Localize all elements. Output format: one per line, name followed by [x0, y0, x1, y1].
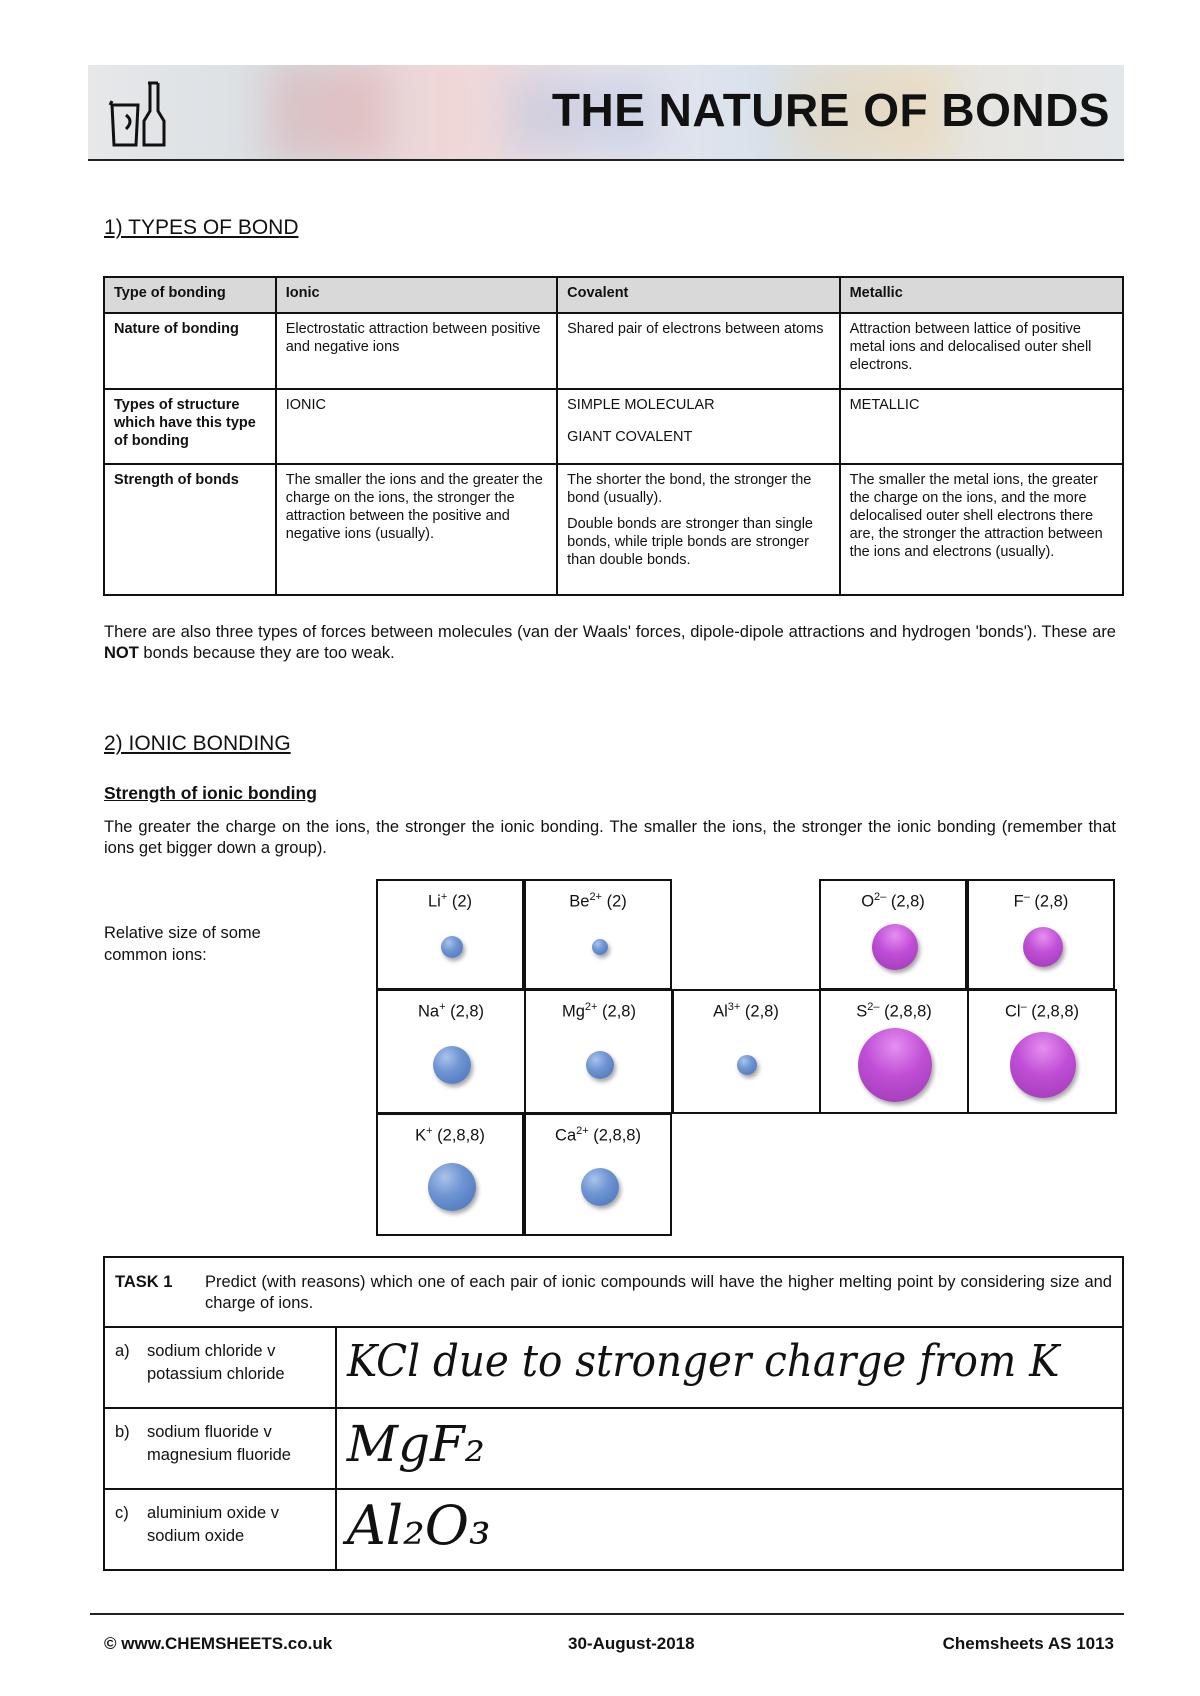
ion-cell-f [967, 879, 1115, 990]
ion-cell-al [671, 989, 821, 1114]
question-a: a) sodium chloride v potassium chloride [104, 1327, 336, 1408]
ion-label: $Al^{3+}$ (2,8) [713, 1001, 779, 1021]
ion-cell-li [376, 879, 524, 990]
structure-item: SIMPLE MOLECULAR [567, 397, 715, 413]
ion-label: K+ (2,8,8) [415, 1125, 485, 1145]
ion-label: $Ca^{2+}$ (2,8,8) [555, 1125, 641, 1145]
column-header: Ionic [276, 277, 557, 313]
table-cell: The smaller the metal ions, the greater the charge on the ions, and the more delocalised outer shell electrons there are, the stronger the attraction between the ions and electrons (usually). [840, 464, 1123, 595]
ion-label: F– (2,8) [1013, 891, 1069, 911]
task-header-row [104, 1257, 1123, 1327]
strength-item: The shorter the bond, the stronger the bond (usually). [567, 472, 812, 506]
column-header: Type of bonding [104, 277, 276, 313]
ion-label: $Be^{2+}$ (2) [569, 891, 627, 911]
bond-types-table [103, 276, 1124, 596]
table-cell: IONIC [276, 389, 557, 464]
table-cell: Electrostatic attraction between positive and negative ions [276, 313, 557, 389]
handwritten-answer-b: MgF₂ [346, 1415, 485, 1473]
column-header: Metallic [840, 277, 1123, 313]
ion-label: Li+ (2) [427, 891, 473, 911]
ion-sphere-s [858, 1028, 932, 1102]
page-title: THE NATURE OF BONDS [551, 84, 1110, 136]
strength-item: Double bonds are stronger than single bonds, while triple bonds are stronger than double bonds. [567, 516, 813, 568]
row-header: Nature of bonding [104, 313, 276, 389]
ionic-intro-text: The greater the charge on the ions, the stronger the ionic bonding. The smaller the ions, the stronger the ionic bonding (remember that ions get bigger down a group). [104, 818, 1116, 857]
handwritten-answer-a: KCl due to stronger charge from K [346, 1336, 1060, 1387]
table-cell [557, 464, 839, 595]
ion-sphere-k [428, 1163, 476, 1211]
ion-sphere-o [872, 924, 918, 970]
row-header: Strength of bonds [104, 464, 276, 595]
table-header-row [104, 277, 1123, 313]
table-cell: Shared pair of electrons between atoms [557, 313, 839, 389]
header-banner [88, 65, 1124, 161]
table-cell [557, 389, 839, 464]
handwritten-answer-c: Al₂O₃ [346, 1494, 491, 1557]
ion-sphere-mg [586, 1051, 614, 1079]
question-row [104, 1489, 1123, 1570]
task-label: TASK 1 [115, 1273, 173, 1291]
ion-label: $Mg^{2+}$ (2,8) [562, 1001, 636, 1021]
column-header: Covalent [557, 277, 839, 313]
intermolecular-forces-note: There are also three types of forces between molecules (van der Waals' forces, dipole-dipole attractions and hydrogen 'bonds'). These are NOT bonds because they are too weak. [104, 623, 1116, 662]
ion-label: $O^{2-}$ (2,8) [861, 891, 925, 911]
ion-cell-ca [524, 1113, 672, 1236]
ion-cell-k [376, 1113, 524, 1236]
table-cell: METALLIC [840, 389, 1123, 464]
question-row [104, 1408, 1123, 1489]
task-1-table [103, 1256, 1124, 1571]
ion-sphere-al [737, 1055, 757, 1075]
ion-size-grid [376, 879, 1121, 1236]
ion-cell-be [524, 879, 672, 990]
footer-date: 30-August-2018 [568, 1634, 695, 1653]
ion-cell-na [376, 989, 526, 1114]
ion-cell-s [819, 989, 969, 1114]
table-row [104, 389, 1123, 464]
question-row [104, 1327, 1123, 1408]
task-instruction: Predict (with reasons) which one of each pair of ionic compounds will have the higher melting point by considering size and charge of ions. [205, 1273, 1112, 1312]
ion-cell-o [819, 879, 967, 990]
structure-item: GIANT COVALENT [567, 429, 693, 445]
ion-sizes-label: Relative size of some common ions: [104, 924, 261, 964]
answer-field-a[interactable] [336, 1327, 1123, 1408]
answer-field-c[interactable] [336, 1489, 1123, 1570]
ion-sphere-ca [581, 1168, 619, 1206]
question-b: b) sodium fluoride v magnesium fluoride [104, 1408, 336, 1489]
ion-cell-cl [967, 989, 1117, 1114]
ion-label: Cl– (2,8,8) [1005, 1001, 1079, 1021]
ion-cell-mg [524, 989, 674, 1114]
table-row [104, 464, 1123, 595]
table-cell: Attraction between lattice of positive metal ions and delocalised outer shell electrons. [840, 313, 1123, 389]
ion-label: Na+ (2,8) [417, 1001, 485, 1021]
question-c: c) aluminium oxide v sodium oxide [104, 1489, 336, 1570]
answer-field-b[interactable] [336, 1408, 1123, 1489]
footer-divider [90, 1613, 1124, 1615]
row-header: Types of structure which have this type of bonding [104, 389, 276, 464]
section-heading-types-of-bond: 1) TYPES OF BOND [104, 216, 299, 239]
ion-sphere-li [441, 936, 463, 958]
ion-label: $S^{2-}$ (2,8,8) [856, 1001, 932, 1021]
ion-sphere-f [1023, 927, 1063, 967]
section-heading-ionic-bonding: 2) IONIC BONDING [104, 732, 291, 755]
footer-reference: Chemsheets AS 1013 [942, 1634, 1114, 1653]
ion-sphere-cl [1010, 1032, 1076, 1098]
lab-glassware-icon [104, 77, 174, 151]
table-cell: The smaller the ions and the greater the charge on the ions, the stronger the attraction between the positive and negative ions (usually). [276, 464, 557, 595]
table-row [104, 313, 1123, 389]
footer-website[interactable]: © www.CHEMSHEETS.co.uk [104, 1634, 333, 1653]
subheading-strength-ionic: Strength of ionic bonding [104, 783, 317, 803]
ion-sphere-be [592, 939, 608, 955]
task-header [104, 1257, 1123, 1327]
ion-sphere-na [433, 1046, 471, 1084]
